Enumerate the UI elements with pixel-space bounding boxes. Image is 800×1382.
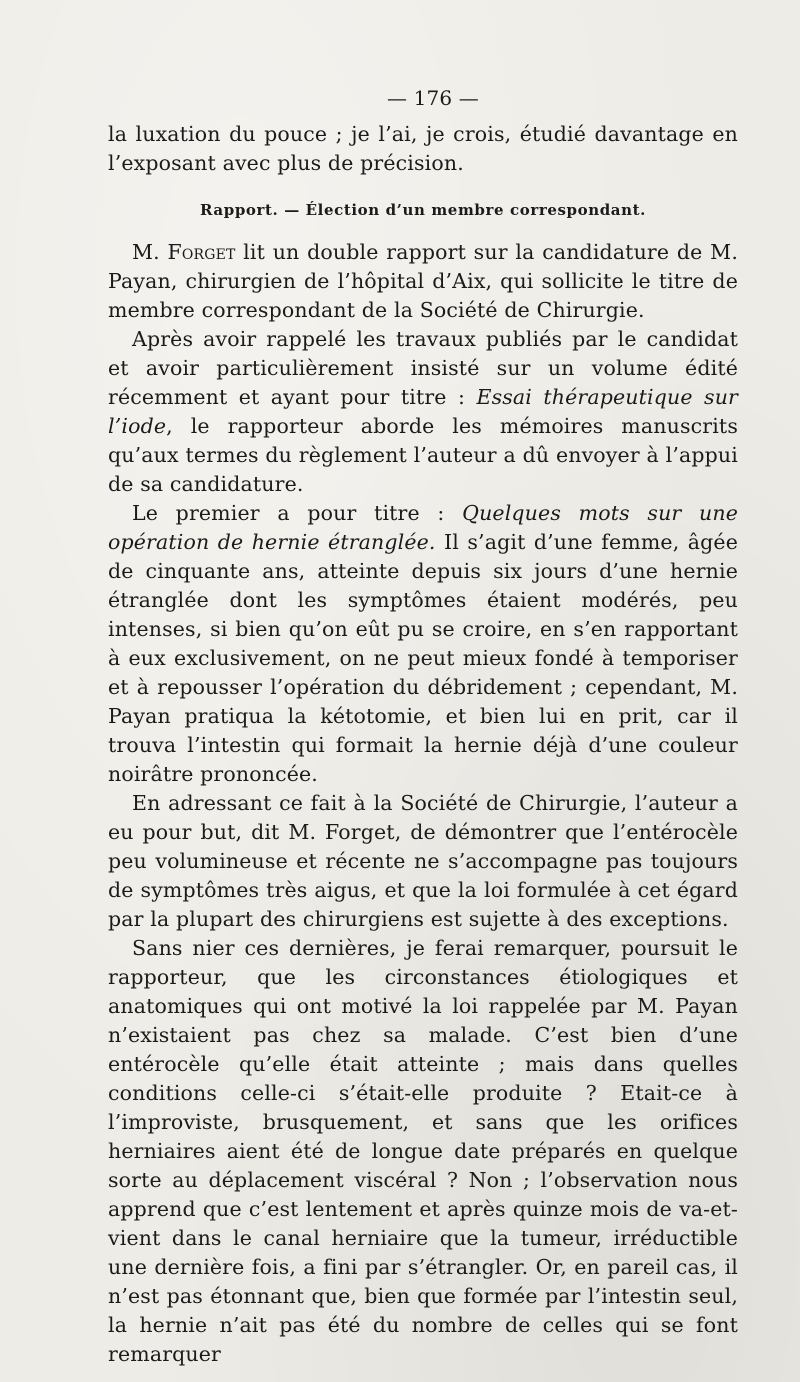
memoir-title: Quelques mots sur une opération de hernie étranglée. xyxy=(108,501,738,554)
paragraph-3-text-after: Il s’agit d’une femme, âgée de cinquante ans, atteinte depuis six jours d’une hernie étranglée dont les symptômes étaient modérés, peu intenses, si bien qu’on eût pu se croire, en s’en rapportant à eux exclusivement, on ne peut mieux fondé à temporiser et à repousser l’opération du débridement ; cependant, M. Payan pratiqua la kétotomie, et bien lui en prit, car il trouva l’intestin qui formait la hernie déjà d’une couleur noirâtre prononcée. xyxy=(108,530,738,786)
paragraph-5: Sans nier ces dernières, je ferai remarquer, poursuit le rapporteur, que les circonstances étiologiques et anatomiques qui ont motivé la loi rappelée par M. Payan n’existaient pas chez sa malade. C’est bien d’une entérocèle qu’elle était atteinte ; mais dans quelles conditions celle-ci s’était-elle produite ? Etait-ce à l’improviste, brusquement, et sans que les orifices herniaires aient été de longue date préparés en quelque sorte au déplacement viscéral ? Non ; l’observation nous apprend que c’est lentement et après quinze mois de va-et-vient dans le canal herniaire que la tumeur, irréductible une dernière fois, a fini par s’étrangler. Or, en pareil cas, il n’est pas étonnant que, bien que formée par l’intestin seul, la hernie n’ait pas été du nombre de celles qui se font remarquer xyxy=(108,936,738,1366)
paragraph-2-text-before: Après avoir rappelé les travaux publiés par le candidat et avoir particulièrement insisté sur un volume édité récemment et ayant pour titre : xyxy=(108,327,738,409)
paragraph-1-text: lit un double rapport sur la candidature de M. Payan, chirurgien de l’hôpital d’Aix, qui sollicite le titre de membre correspondant de la Société de Chirurgie. xyxy=(108,240,738,322)
paragraph-1 xyxy=(108,238,738,325)
page-text xyxy=(108,82,738,1369)
section-heading: Rapport. — Élection d’un membre correspondant. xyxy=(200,201,646,219)
author-name: Forget xyxy=(167,240,236,264)
paragraph-2-text-after: , le rapporteur aborde les mémoires manuscrits qu’aux termes du règlement l’auteur a dû envoyer à l’appui de sa candidature. xyxy=(108,414,738,496)
continuation-paragraph: la luxation du pouce ; je l’ai, je crois, étudié davantage en l’exposant avec plus de précision. xyxy=(108,122,738,175)
paragraph-3-text-before: Le premier a pour titre : xyxy=(132,501,463,525)
book-title: Essai thérapeutique sur l’iode xyxy=(108,385,739,438)
paragraph-3 xyxy=(108,499,738,789)
paragraph-1-prefix: M. xyxy=(132,240,168,264)
paragraph-2 xyxy=(108,325,738,499)
page-number: — 176 — xyxy=(387,86,479,110)
paragraph-4: En adressant ce fait à la Société de Chirurgie, l’auteur a eu pour but, dit M. Forget, de démontrer que l’entérocèle peu volumineuse et récente ne s’accompagne pas toujours de symptômes très aigus, et que la loi formulée à cet égard par la plupart des chirurgiens est sujette à des exceptions. xyxy=(108,791,738,931)
